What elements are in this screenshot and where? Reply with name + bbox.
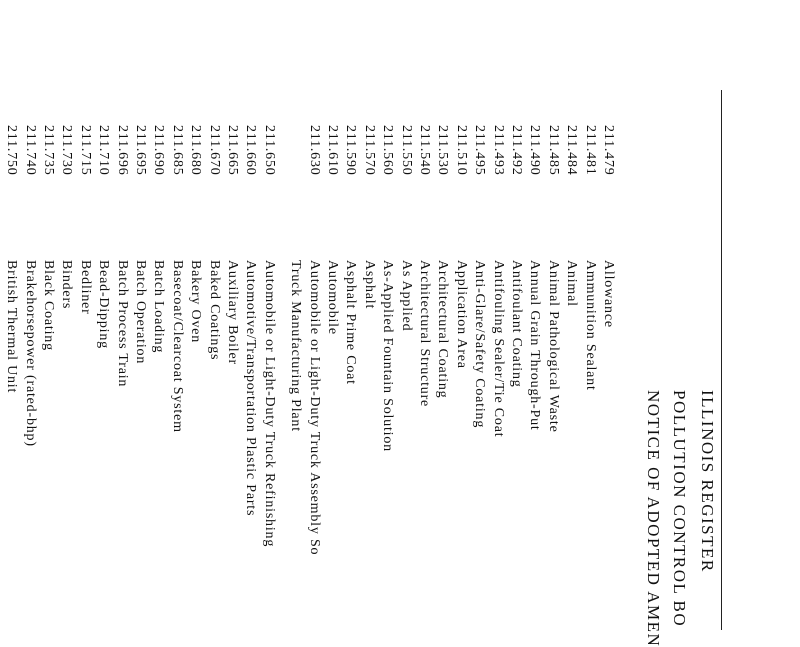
list-item (323, 0, 341, 618)
defined-term: Brakehorsepower (rated-bhp) (22, 260, 38, 447)
section-number: 211.530 (435, 125, 451, 176)
section-number: 211.735 (41, 125, 56, 176)
list-item (489, 0, 507, 618)
defined-term: Binders (59, 260, 75, 310)
defined-term: Asphalt Prime Coat (343, 260, 359, 385)
list-item (241, 0, 259, 618)
defined-term: British Thermal Unit (4, 260, 20, 394)
defined-term: Anti-Glare/Safety Coating (472, 260, 488, 429)
defined-term: As-Applied Fountain Solution (380, 260, 396, 452)
section-number: 211.696 (114, 125, 130, 176)
section-number: 211.710 (96, 125, 112, 176)
list-item (433, 0, 451, 618)
defined-term: Black Coating (41, 260, 56, 351)
section-number: 211.715 (77, 125, 93, 176)
list-item (223, 0, 241, 618)
section-number: 211.680 (188, 125, 204, 176)
list-item (205, 0, 223, 618)
section-number: 211.610 (325, 125, 340, 176)
section-number: 211.695 (133, 125, 148, 176)
defined-term: As Applied (398, 260, 414, 332)
list-item (378, 0, 396, 618)
defined-term: Bakery Oven (188, 260, 204, 344)
section-number: 211.740 (22, 125, 38, 176)
defined-term: Automobile (325, 260, 340, 335)
defined-term: Allowance (601, 260, 616, 328)
list-item (581, 0, 599, 618)
defined-term: Automobile or Light-Duty Truck Refinishing (261, 260, 277, 548)
section-number: 211.550 (398, 125, 414, 176)
section-number: 211.590 (343, 125, 359, 176)
notice-title: NOTICE OF ADOPTED AMEN (644, 390, 663, 647)
header-rule (721, 90, 722, 630)
defined-term: Ammunition Sealant (582, 260, 598, 391)
defined-term: Automotive/Transportation Plastic Parts (243, 260, 259, 517)
defined-term: Batch Operation (133, 260, 148, 365)
list-item (562, 0, 580, 618)
section-number: 211.492 (509, 125, 524, 176)
list-item (2, 0, 20, 618)
section-number: 211.665 (225, 125, 240, 176)
list-item (305, 0, 323, 618)
defined-term: Architectural Coating (435, 260, 451, 399)
defined-term: Truck Manufacturing Plant (288, 260, 304, 432)
list-item (452, 0, 470, 618)
list-item (470, 0, 488, 618)
defined-term: Antifoulant Coating (509, 260, 524, 388)
list-item (544, 0, 562, 618)
section-number: 211.495 (472, 125, 488, 176)
defined-term: Batch Loading (151, 260, 167, 354)
list-item (113, 0, 131, 618)
defined-term: Annual Grain Through-Put (527, 260, 543, 431)
list-item (94, 0, 112, 618)
section-number: 211.685 (169, 125, 185, 176)
section-number: 211.690 (151, 125, 167, 176)
section-number: 211.510 (453, 125, 469, 176)
section-number: 211.570 (361, 125, 377, 176)
list-item (149, 0, 167, 618)
defined-term: Application Area (453, 260, 469, 369)
board-title: POLLUTION CONTROL BO (670, 390, 689, 628)
list-item (131, 0, 149, 618)
list-item (57, 0, 75, 618)
list-item (0, 0, 2, 618)
defined-term: Bedliner (77, 260, 93, 315)
list-item (525, 0, 543, 618)
list-item (21, 0, 39, 618)
section-number: 211.630 (306, 125, 322, 176)
section-number: 211.479 (601, 125, 616, 176)
defined-term: Animal (564, 260, 580, 307)
list-item (415, 0, 433, 618)
list-item (286, 0, 304, 618)
defined-term: Antifouling Sealer/Tie Coat (490, 260, 506, 438)
defined-term: Basecoat/Clearcoat System (169, 260, 185, 433)
defined-term: Animal Pathological Waste (545, 260, 561, 433)
list-item (186, 0, 204, 618)
section-number: 211.660 (243, 125, 259, 176)
defined-term: Architectural Structure (417, 260, 432, 408)
section-number: 211.540 (417, 125, 432, 176)
defined-term (0, 260, 2, 406)
section-number: 211.670 (206, 125, 222, 176)
section-number: 211.484 (564, 125, 580, 176)
defined-term: Asphalt (361, 260, 377, 310)
section-number: 211.560 (380, 125, 396, 176)
defined-term: Bead-Dipping (96, 260, 112, 349)
list-item (168, 0, 186, 618)
section-number: 211.750 (4, 125, 20, 176)
list-item (39, 0, 57, 618)
section-number: 211.730 (59, 125, 75, 176)
list-item (599, 0, 617, 618)
list-item (260, 0, 278, 618)
list-item (341, 0, 359, 618)
list-item (76, 0, 94, 618)
section-number: 211.481 (582, 125, 598, 176)
defined-term: Automobile or Light-Duty Truck Assembly So (306, 260, 322, 556)
defined-term: Batch Process Train (114, 260, 130, 388)
defined-term: Baked Coatings (206, 260, 222, 361)
section-number: 211.650 (261, 125, 277, 176)
section-number (0, 125, 2, 220)
section-number: 211.493 (490, 125, 506, 176)
list-item (507, 0, 525, 618)
section-number: 211.490 (527, 125, 543, 176)
register-title: ILLINOIS REGISTER (698, 390, 717, 573)
list-item (360, 0, 378, 618)
list-item (397, 0, 415, 618)
defined-term: Auxiliary Boiler (225, 260, 240, 365)
section-number: 211.485 (545, 125, 561, 176)
